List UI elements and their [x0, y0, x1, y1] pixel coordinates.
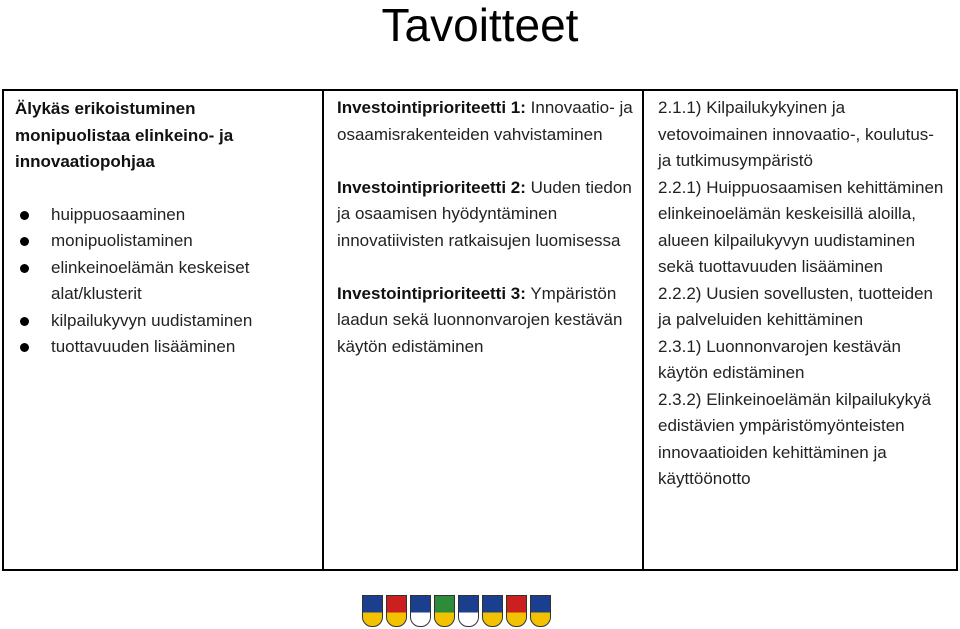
investment-priority [337, 175, 636, 255]
regional-coat-of-arms-8-icon [530, 595, 551, 627]
regional-logos [362, 595, 551, 627]
regional-coat-of-arms-7-icon [506, 595, 527, 627]
priority-label: Investointiprioriteetti 2: [337, 177, 526, 197]
regional-coat-of-arms-4-icon [434, 595, 455, 627]
priority-label: Investointiprioriteetti 1: [337, 98, 526, 117]
priority-text: Uuden tiedon ja osaamisen hyödyntäminen innovatiivisten ratkaisujen luomisessa [337, 177, 632, 250]
specific-objective: 2.1.1) Kilpailukykyinen ja vetovoimainen innovaatio-, koulutus- ja tutkimusympäristö [658, 98, 934, 170]
priority-label: Investointiprioriteetti 3: [337, 283, 526, 303]
heading-line: monipuolistaa elinkeino- ja [15, 125, 234, 145]
specific-objectives-column [642, 91, 956, 569]
column-heading [15, 96, 314, 176]
priority-text: Ympäristön laadun sekä luonnonvarojen kestävän käytön edistäminen [337, 283, 623, 356]
page-title: Tavoitteet [381, 0, 579, 51]
specific-objective: 2.3.2) Elinkeinoelämän kilpailukykyä edistävien ympäristömyönteisten innovaatioiden kehittäminen ja käyttöönotto [658, 389, 932, 488]
heading-line: innovaatiopohjaa [15, 152, 155, 171]
goals-table [2, 89, 958, 571]
heading-line: Älykäs erikoistuminen [15, 99, 196, 118]
regional-coat-of-arms-3-icon [410, 595, 431, 627]
bullet-item: monipuolistaminen [15, 228, 314, 255]
regional-coat-of-arms-6-icon [482, 595, 503, 627]
specific-objective: 2.2.2) Uusien sovellusten, tuotteiden ja palveluiden kehittäminen [658, 283, 934, 329]
regional-coat-of-arms-1-icon [362, 595, 383, 627]
priority-text: Innovaatio- ja osaamisrakenteiden vahvistaminen [337, 98, 633, 144]
specific-objective: 2.2.1) Huippuosaamisen kehittäminen elinkeinoelämän keskeisillä aloilla, alueen kilpailukyvyn uudistaminen sekä tuottavuuden lisääminen [658, 177, 944, 276]
specific-objective: 2.3.1) Luonnonvarojen kestävän käytön edistäminen [658, 336, 901, 382]
smart-specialisation-column [4, 91, 322, 569]
bullet-list [15, 202, 314, 361]
bullet-item: elinkeinoelämän keskeiset alat/klusterit [15, 255, 314, 308]
bullet-item: huippuosaaminen [15, 202, 314, 229]
bullet-item: tuottavuuden lisääminen [15, 334, 314, 361]
investment-priority [337, 95, 636, 148]
regional-coat-of-arms-2-icon [386, 595, 407, 627]
bullet-item: kilpailukyvyn uudistaminen [15, 308, 314, 335]
regional-coat-of-arms-5-icon [458, 595, 479, 627]
investment-priorities-column [322, 91, 642, 569]
investment-priority [337, 281, 636, 361]
